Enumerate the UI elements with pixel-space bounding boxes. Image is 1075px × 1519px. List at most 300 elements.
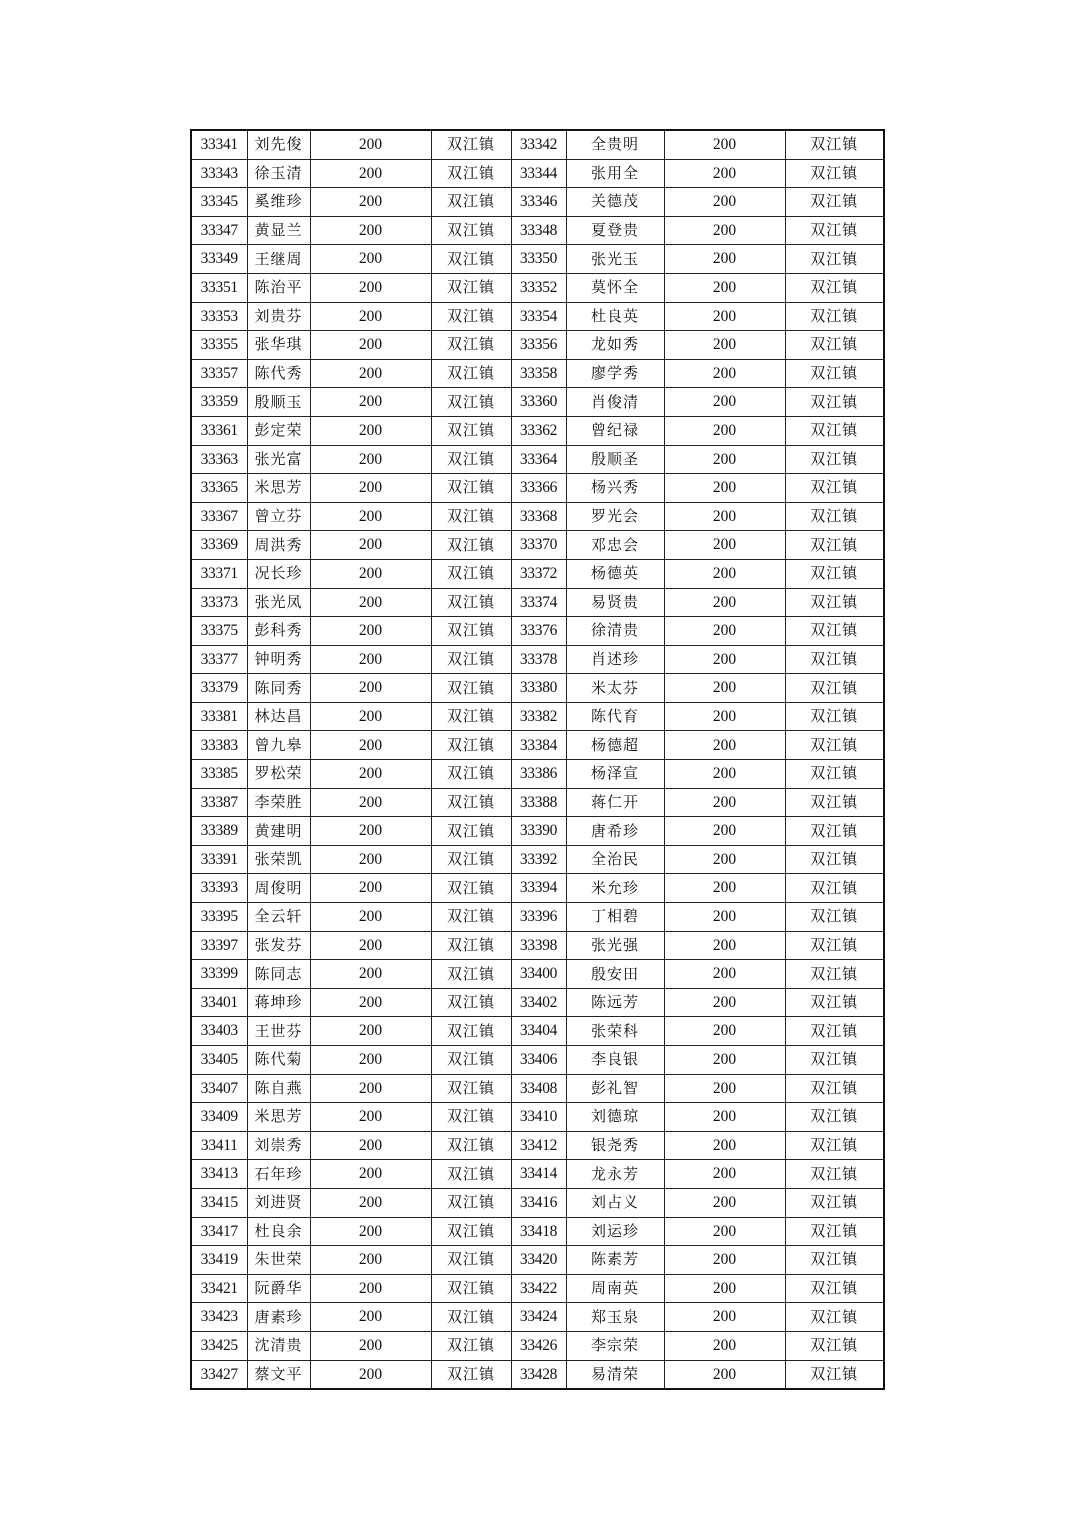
table-row [191,1217,884,1246]
person-name-cell: 徐清贵 [566,617,664,646]
amount-cell: 200 [664,788,785,817]
township-cell: 双江镇 [431,1017,511,1046]
record-id-cell: 33346 [511,188,566,217]
township-cell: 双江镇 [431,1188,511,1217]
township-cell: 双江镇 [431,188,511,217]
table-row [191,617,884,646]
person-name-cell: 关德茂 [566,188,664,217]
amount-cell: 200 [310,1331,431,1360]
amount-cell: 200 [664,1246,785,1275]
record-id-cell: 33389 [191,817,247,846]
record-id-cell: 33384 [511,731,566,760]
record-id-cell: 33353 [191,302,247,331]
township-cell: 双江镇 [785,302,884,331]
table-row [191,1303,884,1332]
township-cell: 双江镇 [785,931,884,960]
record-id-cell: 33342 [511,130,566,159]
township-cell: 双江镇 [785,1074,884,1103]
amount-cell: 200 [310,416,431,445]
township-cell: 双江镇 [431,817,511,846]
record-id-cell: 33363 [191,445,247,474]
amount-cell: 200 [310,1217,431,1246]
person-name-cell: 张光强 [566,931,664,960]
record-id-cell: 33394 [511,874,566,903]
township-cell: 双江镇 [431,474,511,503]
record-id-cell: 33362 [511,416,566,445]
township-cell: 双江镇 [785,903,884,932]
record-id-cell: 33368 [511,502,566,531]
person-name-cell: 张用全 [566,159,664,188]
record-id-cell: 33413 [191,1160,247,1189]
person-name-cell: 易贤贵 [566,588,664,617]
table-row [191,531,884,560]
amount-cell: 200 [310,388,431,417]
record-id-cell: 33415 [191,1188,247,1217]
township-cell: 双江镇 [431,903,511,932]
record-id-cell: 33405 [191,1046,247,1075]
township-cell: 双江镇 [785,130,884,159]
record-id-cell: 33367 [191,502,247,531]
person-name-cell: 周南英 [566,1274,664,1303]
person-name-cell: 刘先俊 [247,130,310,159]
record-id-cell: 33344 [511,159,566,188]
person-name-cell: 杨德超 [566,731,664,760]
amount-cell: 200 [664,874,785,903]
person-name-cell: 张荣凯 [247,845,310,874]
amount-cell: 200 [664,188,785,217]
amount-cell: 200 [664,903,785,932]
amount-cell: 200 [310,817,431,846]
record-id-cell: 33355 [191,331,247,360]
amount-cell: 200 [664,588,785,617]
table-row [191,474,884,503]
table-row [191,1160,884,1189]
amount-cell: 200 [310,188,431,217]
record-id-cell: 33364 [511,445,566,474]
record-id-cell: 33379 [191,674,247,703]
record-id-cell: 33351 [191,273,247,302]
person-name-cell: 刘运珍 [566,1217,664,1246]
record-id-cell: 33356 [511,331,566,360]
person-name-cell: 张华琪 [247,331,310,360]
township-cell: 双江镇 [785,416,884,445]
township-cell: 双江镇 [431,702,511,731]
table-row [191,845,884,874]
table-row [191,931,884,960]
township-cell: 双江镇 [785,359,884,388]
amount-cell: 200 [310,302,431,331]
amount-cell: 200 [664,502,785,531]
person-name-cell: 黄显兰 [247,216,310,245]
township-cell: 双江镇 [431,1160,511,1189]
amount-cell: 200 [310,617,431,646]
record-id-cell: 33393 [191,874,247,903]
amount-cell: 200 [664,931,785,960]
person-name-cell: 彭礼智 [566,1074,664,1103]
township-cell: 双江镇 [785,731,884,760]
person-name-cell: 唐希珍 [566,817,664,846]
amount-cell: 200 [310,702,431,731]
person-name-cell: 周洪秀 [247,531,310,560]
table-row [191,216,884,245]
person-name-cell: 曾九皋 [247,731,310,760]
record-id-cell: 33427 [191,1360,247,1389]
record-id-cell: 33404 [511,1017,566,1046]
amount-cell: 200 [664,1303,785,1332]
record-id-cell: 33402 [511,988,566,1017]
person-name-cell: 杨德英 [566,559,664,588]
record-id-cell: 33369 [191,531,247,560]
amount-cell: 200 [310,245,431,274]
amount-cell: 200 [664,845,785,874]
amount-cell: 200 [310,1246,431,1275]
amount-cell: 200 [310,445,431,474]
township-cell: 双江镇 [785,960,884,989]
record-id-cell: 33388 [511,788,566,817]
amount-cell: 200 [310,1074,431,1103]
person-name-cell: 杜良英 [566,302,664,331]
person-name-cell: 王世芬 [247,1017,310,1046]
amount-cell: 200 [310,1017,431,1046]
amount-cell: 200 [664,416,785,445]
amount-cell: 200 [310,1046,431,1075]
township-cell: 双江镇 [431,617,511,646]
township-cell: 双江镇 [431,1074,511,1103]
table-row [191,1331,884,1360]
amount-cell: 200 [664,960,785,989]
township-cell: 双江镇 [431,1046,511,1075]
record-id-cell: 33417 [191,1217,247,1246]
record-id-cell: 33381 [191,702,247,731]
amount-cell: 200 [664,1160,785,1189]
amount-cell: 200 [310,1274,431,1303]
record-id-cell: 33377 [191,645,247,674]
township-cell: 双江镇 [431,731,511,760]
table-row [191,245,884,274]
record-id-cell: 33418 [511,1217,566,1246]
township-cell: 双江镇 [431,216,511,245]
amount-cell: 200 [310,588,431,617]
township-cell: 双江镇 [431,331,511,360]
table-row [191,817,884,846]
township-cell: 双江镇 [431,1360,511,1389]
record-id-cell: 33375 [191,617,247,646]
amount-cell: 200 [664,388,785,417]
person-name-cell: 蒋坤珍 [247,988,310,1017]
record-id-cell: 33376 [511,617,566,646]
table-row [191,130,884,159]
amount-cell: 200 [664,1274,785,1303]
person-name-cell: 蒋仁开 [566,788,664,817]
township-cell: 双江镇 [431,674,511,703]
record-id-cell: 33399 [191,960,247,989]
township-cell: 双江镇 [431,130,511,159]
township-cell: 双江镇 [785,188,884,217]
record-id-cell: 33409 [191,1103,247,1132]
person-name-cell: 米太芬 [566,674,664,703]
amount-cell: 200 [310,474,431,503]
person-name-cell: 陈同秀 [247,674,310,703]
person-name-cell: 肖述珍 [566,645,664,674]
record-id-cell: 33411 [191,1131,247,1160]
record-id-cell: 33359 [191,388,247,417]
person-name-cell: 米允珍 [566,874,664,903]
person-name-cell: 肖俊清 [566,388,664,417]
table-row [191,1074,884,1103]
township-cell: 双江镇 [785,788,884,817]
township-cell: 双江镇 [431,874,511,903]
person-name-cell: 李荣胜 [247,788,310,817]
township-cell: 双江镇 [785,388,884,417]
township-cell: 双江镇 [785,1017,884,1046]
person-name-cell: 米思芳 [247,1103,310,1132]
table-row [191,159,884,188]
amount-cell: 200 [310,845,431,874]
township-cell: 双江镇 [785,531,884,560]
township-cell: 双江镇 [431,445,511,474]
person-name-cell: 黄建明 [247,817,310,846]
amount-cell: 200 [664,1131,785,1160]
table-row [191,645,884,674]
person-name-cell: 奚维珍 [247,188,310,217]
amount-cell: 200 [310,760,431,789]
township-cell: 双江镇 [785,760,884,789]
record-id-cell: 33372 [511,559,566,588]
amount-cell: 200 [310,502,431,531]
person-name-cell: 李宗荣 [566,1331,664,1360]
record-id-cell: 33414 [511,1160,566,1189]
record-id-cell: 33385 [191,760,247,789]
table-row [191,502,884,531]
amount-cell: 200 [664,674,785,703]
table-row [191,1046,884,1075]
table-row [191,416,884,445]
township-cell: 双江镇 [785,331,884,360]
record-id-cell: 33420 [511,1246,566,1275]
amount-cell: 200 [310,331,431,360]
person-name-cell: 陈代菊 [247,1046,310,1075]
amount-cell: 200 [664,617,785,646]
person-name-cell: 周俊明 [247,874,310,903]
township-cell: 双江镇 [785,1303,884,1332]
roster-body [191,130,884,1389]
table-row [191,1360,884,1389]
person-name-cell: 曾纪禄 [566,416,664,445]
township-cell: 双江镇 [785,588,884,617]
table-row [191,988,884,1017]
person-name-cell: 刘德琼 [566,1103,664,1132]
township-cell: 双江镇 [431,502,511,531]
amount-cell: 200 [310,159,431,188]
record-id-cell: 33370 [511,531,566,560]
township-cell: 双江镇 [431,388,511,417]
record-id-cell: 33386 [511,760,566,789]
township-cell: 双江镇 [431,645,511,674]
person-name-cell: 罗光会 [566,502,664,531]
person-name-cell: 殷顺玉 [247,388,310,417]
table-row [191,273,884,302]
record-id-cell: 33373 [191,588,247,617]
township-cell: 双江镇 [431,559,511,588]
amount-cell: 200 [310,130,431,159]
township-cell: 双江镇 [785,617,884,646]
record-id-cell: 33410 [511,1103,566,1132]
person-name-cell: 彭科秀 [247,617,310,646]
amount-cell: 200 [310,359,431,388]
record-id-cell: 33419 [191,1246,247,1275]
record-id-cell: 33380 [511,674,566,703]
record-id-cell: 33374 [511,588,566,617]
township-cell: 双江镇 [431,788,511,817]
person-name-cell: 银尧秀 [566,1131,664,1160]
person-name-cell: 郑玉泉 [566,1303,664,1332]
township-cell: 双江镇 [431,588,511,617]
township-cell: 双江镇 [431,960,511,989]
table-row [191,874,884,903]
township-cell: 双江镇 [431,845,511,874]
record-id-cell: 33395 [191,903,247,932]
record-id-cell: 33423 [191,1303,247,1332]
table-row [191,1131,884,1160]
township-cell: 双江镇 [785,1217,884,1246]
township-cell: 双江镇 [785,988,884,1017]
amount-cell: 200 [664,531,785,560]
record-id-cell: 33382 [511,702,566,731]
record-id-cell: 33426 [511,1331,566,1360]
amount-cell: 200 [664,760,785,789]
township-cell: 双江镇 [785,874,884,903]
record-id-cell: 33390 [511,817,566,846]
amount-cell: 200 [664,359,785,388]
township-cell: 双江镇 [431,302,511,331]
amount-cell: 200 [310,731,431,760]
record-id-cell: 33407 [191,1074,247,1103]
table-row [191,1246,884,1275]
person-name-cell: 邓忠会 [566,531,664,560]
township-cell: 双江镇 [431,1331,511,1360]
township-cell: 双江镇 [431,1217,511,1246]
township-cell: 双江镇 [431,1103,511,1132]
amount-cell: 200 [310,645,431,674]
table-row [191,960,884,989]
amount-cell: 200 [310,216,431,245]
person-name-cell: 李良银 [566,1046,664,1075]
township-cell: 双江镇 [431,416,511,445]
amount-cell: 200 [664,559,785,588]
amount-cell: 200 [664,474,785,503]
amount-cell: 200 [664,1360,785,1389]
township-cell: 双江镇 [785,1331,884,1360]
person-name-cell: 全云轩 [247,903,310,932]
township-cell: 双江镇 [785,1246,884,1275]
person-name-cell: 杨兴秀 [566,474,664,503]
record-id-cell: 33391 [191,845,247,874]
record-id-cell: 33422 [511,1274,566,1303]
person-name-cell: 钟明秀 [247,645,310,674]
amount-cell: 200 [664,1017,785,1046]
person-name-cell: 陈代育 [566,702,664,731]
person-name-cell: 易清荣 [566,1360,664,1389]
amount-cell: 200 [310,960,431,989]
person-name-cell: 刘占义 [566,1188,664,1217]
township-cell: 双江镇 [785,1274,884,1303]
record-id-cell: 33416 [511,1188,566,1217]
township-cell: 双江镇 [785,445,884,474]
table-row [191,559,884,588]
record-id-cell: 33365 [191,474,247,503]
township-cell: 双江镇 [785,645,884,674]
record-id-cell: 33387 [191,788,247,817]
subsidy-roster-table [190,129,885,1390]
table-row [191,1103,884,1132]
township-cell: 双江镇 [431,273,511,302]
amount-cell: 200 [310,273,431,302]
table-row [191,1274,884,1303]
person-name-cell: 陈代秀 [247,359,310,388]
person-name-cell: 张光富 [247,445,310,474]
township-cell: 双江镇 [431,1303,511,1332]
table-row [191,331,884,360]
record-id-cell: 33401 [191,988,247,1017]
table-row [191,1188,884,1217]
person-name-cell: 刘贵芬 [247,302,310,331]
person-name-cell: 彭定荣 [247,416,310,445]
record-id-cell: 33378 [511,645,566,674]
person-name-cell: 全治民 [566,845,664,874]
table-row [191,731,884,760]
amount-cell: 200 [310,1360,431,1389]
person-name-cell: 全贵明 [566,130,664,159]
record-id-cell: 33354 [511,302,566,331]
amount-cell: 200 [664,645,785,674]
township-cell: 双江镇 [785,1046,884,1075]
person-name-cell: 殷安田 [566,960,664,989]
person-name-cell: 陈远芳 [566,988,664,1017]
person-name-cell: 张发芬 [247,931,310,960]
person-name-cell: 曾立芬 [247,502,310,531]
record-id-cell: 33350 [511,245,566,274]
township-cell: 双江镇 [785,474,884,503]
record-id-cell: 33371 [191,559,247,588]
amount-cell: 200 [310,674,431,703]
record-id-cell: 33412 [511,1131,566,1160]
record-id-cell: 33397 [191,931,247,960]
table-row [191,302,884,331]
table-row [191,903,884,932]
record-id-cell: 33398 [511,931,566,960]
amount-cell: 200 [310,1303,431,1332]
township-cell: 双江镇 [785,845,884,874]
record-id-cell: 33341 [191,130,247,159]
amount-cell: 200 [664,445,785,474]
amount-cell: 200 [664,817,785,846]
amount-cell: 200 [664,302,785,331]
township-cell: 双江镇 [431,159,511,188]
person-name-cell: 丁相碧 [566,903,664,932]
township-cell: 双江镇 [785,159,884,188]
record-id-cell: 33343 [191,159,247,188]
township-cell: 双江镇 [431,988,511,1017]
amount-cell: 200 [664,731,785,760]
table-row [191,188,884,217]
amount-cell: 200 [664,1046,785,1075]
person-name-cell: 龙永芳 [566,1160,664,1189]
record-id-cell: 33424 [511,1303,566,1332]
township-cell: 双江镇 [785,674,884,703]
township-cell: 双江镇 [785,273,884,302]
amount-cell: 200 [310,1188,431,1217]
township-cell: 双江镇 [431,760,511,789]
